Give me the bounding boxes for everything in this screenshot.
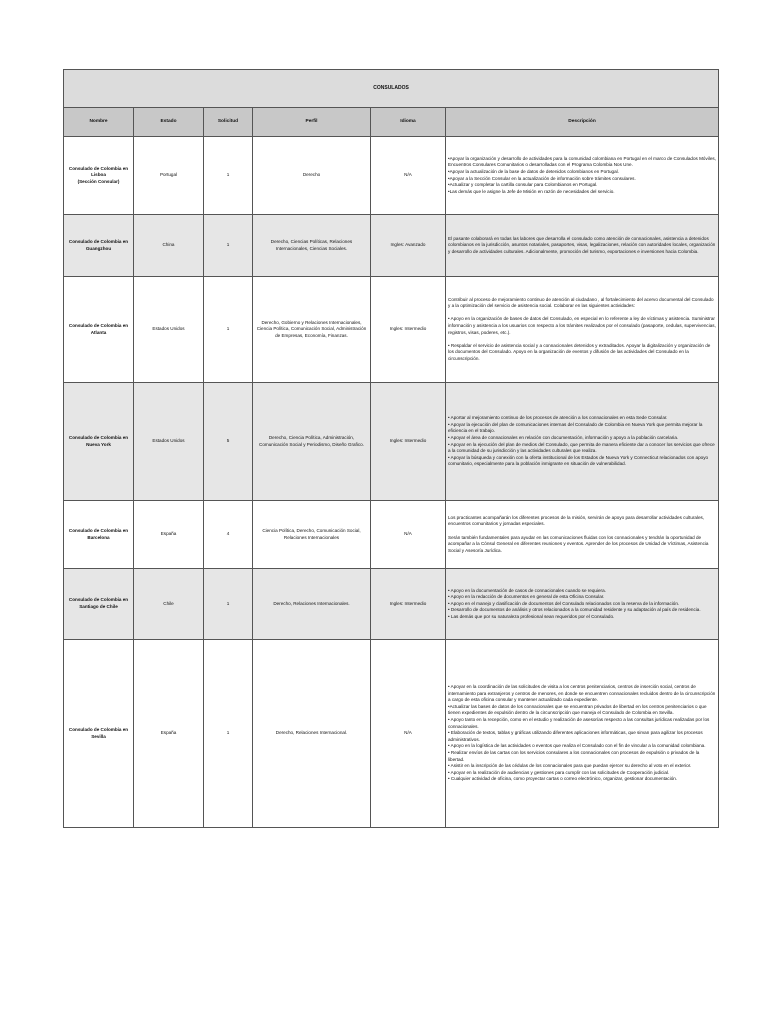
descripcion-text: Los practicantes acompañarán los diferentes procesos de la misión, servirán de apoyo para desarrollar actividades culturales, encuentros comunitarios y jornadas especiales. Serán también fundamentales para ayudar en las comunicaciones fluidas con los connacionales y tendrán la oportunidad de acompañar a la Cónsul General en diferentes reuniones y eventos. Aprender de los procesos de Unidad de Víctimas, Asistencia Social y Asesoría Jurídica. xyxy=(448,514,709,553)
table-row xyxy=(64,569,719,640)
descripcion-text: Contribuir al proceso de mejoramiento continuo de atención al ciudadano , al fortalecimiento del acervo documental del Consulado y a la optimización del servicio de asistencia social. Colaborar en las siguientes actividades: • Apoyo en la organización de bases de datos del Consulado, en especial en lo referente a ley de víctimas y asistencia. Suministrar información y asistencia a los usuarios con respecto a los trámites realizados por el consulado (pasaporte, cedulas, supervivencias, registros, visas, poderes, etc.). • Respaldar el servicio de asistencia social y a connacionales detenidos y extraditados. Apoyar la digitalización y organización de los documentos del Consulado. Apoyo en la organización de eventos y difusión de las actividades del Consulado en la circunscripción. xyxy=(448,296,716,361)
cell-nombre: Consulado de Colombia en Guangzhou xyxy=(64,215,134,277)
cell-nombre: Consulado de Colombia en Nueva York xyxy=(64,383,134,501)
cell-nombre: Consulado de Colombia en Santiago de Chile xyxy=(64,569,134,640)
table-row xyxy=(64,215,719,277)
table-row xyxy=(64,137,719,215)
cell-idioma: Ingles: Intermedio xyxy=(371,277,446,383)
cell-idioma: Ingles: Avanzado xyxy=(371,215,446,277)
cell-nombre: Consulado de Colombia en Lisboa (Sección Consular) xyxy=(64,137,134,215)
header-solicitud: Solicitud xyxy=(204,108,253,137)
descripcion-text: • Apoyo en la documentación de casos de connacionales cuando se requiera. • Apoyo en la redacción de documentos en general de esta Oficina Consular. • Apoyo en el manejo y clasificación de documentos del Consulado relacionados con la reserva de la información. • Desarrollo de documentos de análisis y otros relacionados a la comunidad residente y su adaptación al país de residencia. • Las demás que por su naturaleza profesional sean requeridos por el Consulado. xyxy=(448,587,701,619)
cell-perfil: Derecho, Relaciones Internacionales. xyxy=(253,569,371,640)
cell-descripcion xyxy=(446,215,719,277)
cell-idioma: N/A xyxy=(371,137,446,215)
table-title: CONSULADOS xyxy=(64,70,719,108)
cell-idioma: N/A xyxy=(371,501,446,569)
cell-solicitud: 1 xyxy=(204,569,253,640)
cell-estado: Chile xyxy=(134,569,204,640)
cell-estado: Portugal xyxy=(134,137,204,215)
table-row xyxy=(64,383,719,501)
descripcion-text: •Apoyar la organización y desarrollo de actividades para la comunidad colombiana en Portugal en el marco de Consulados Móviles, Encuentros Consulares Comunitarios o desarrolladas con el Programa Colombia Nos Une. •Apoyar la actualización de la base de datos de detenidos colombianos en Portugal. •Apoyar a la Sección Consular en la actualización de información sobre trámites consulares. •Actualizar y completar la cartilla consular para Colombianos en Portugal. •Las demás que le asigne la Jefe de Misión en razón de necesidades del servicio. xyxy=(448,155,716,194)
cell-idioma: N/A xyxy=(371,640,446,828)
table-row xyxy=(64,277,719,383)
table-row xyxy=(64,501,719,569)
cell-nombre: Consulado de Colombia en Atlanta xyxy=(64,277,134,383)
cell-nombre: Consulado de Colombia en Barcelona xyxy=(64,501,134,569)
cell-descripcion xyxy=(446,137,719,215)
cell-perfil: Derecho, Ciencia Política, Administración, Comunicación Social y Periodismo, Diseño Grafico. xyxy=(253,383,371,501)
cell-descripcion xyxy=(446,383,719,501)
header-estado: Estado xyxy=(134,108,204,137)
header-perfil: Perfil xyxy=(253,108,371,137)
cell-solicitud: 1 xyxy=(204,277,253,383)
header-nombre: Nombre xyxy=(64,108,134,137)
cell-nombre: Consulado de Colombia en Sevilla xyxy=(64,640,134,828)
descripcion-text: • Apoyar en la coordinación de las solicitudes de visita a los centros penitenciarios, centros de inserción social, centros de internamiento para extranjeros y centros de menores, en donde se encuentren connacionales recluidos dentro de la circunscripción a cargo de esta oficina consular y mantener actualizado cada expediente. •Actualizar las bases de datos de los connacionales que se encuentran privados de libertad en los centros penitenciarios o que tienen expedientes de expulsión dentro de la circunscripción que maneja el Consulado de Colombia en Sevilla. • Apoyo tanto en la recepción, como en el estudio y realización de asesorías respecto a las consultas jurídicas realizadas por los connacionales. • Elaboración de textos, tablas y gráficas utilizando diferentes aplicaciones informáticas, que sirvan para agilizar los procesos administrativos. • Apoyo en la logística de las actividades o eventos que realiza el Consulado con el fin de vincular a la comunidad colombiana. • Realizar envíos de las cartas con los servicios consulares a los connacionales con procesos de expulsión o privados de la libertad. • Asistir en la inscripción de las cédulas de los connacionales para que puedan ejercer su derecho al voto en el exterior. • Apoyar en la realización de audiencias y gestiones para cumplir con las solicitudes de Cooperación judicial. • Cualquier actividad de oficina, como proyectar cartas o correo electrónico, organizar, gestionar documentación. xyxy=(448,684,716,782)
cell-estado: España xyxy=(134,640,204,828)
title-row xyxy=(64,70,719,108)
cell-estado: España xyxy=(134,501,204,569)
cell-estado: Estados Unidos xyxy=(134,277,204,383)
header-descripcion: Descripción xyxy=(446,108,719,137)
cell-perfil: Derecho, Ciencias Políticas, Relaciones Internacionales, Ciencias Sociales. xyxy=(253,215,371,277)
cell-perfil: Ciencia Política, Derecho, Comunicación Social, Relaciones Internacionales xyxy=(253,501,371,569)
descripcion-text: • Aportar al mejoramiento continuo de los procesos de atención a los connacionales en esta Sede Consular. • Apoyar la ejecución del plan de comunicaciones internas del Consulado de Colombia en Nueva York que permita mejorar la eficiencia en el trabajo. • Apoyar el área de connacionales en relación con documentación, información y apoyo a la población carcelaria. • Apoyar en la ejecución del plan de medios del Consulado, que permita de manera eficiente dar a conocer los servicios que ofrece a la comunidad de su jurisdicción y las actividades culturales que realiza. • Apoyar la búsqueda y conexión con la oferta institucional de los Estados de Nueva York y Connecticut relacionados con apoyo comunitario, especialmente para la población inmigrante en situación de vulnerabilidad. xyxy=(448,415,715,467)
cell-descripcion xyxy=(446,277,719,383)
cell-solicitud: 5 xyxy=(204,383,253,501)
consulados-table xyxy=(63,69,719,828)
cell-descripcion xyxy=(446,501,719,569)
cell-descripcion xyxy=(446,569,719,640)
cell-idioma: Ingles: Intermedio xyxy=(371,383,446,501)
descripcion-text: El pasante colaborará en todas las labores que desarrolla el consulado como atención de connacionales, asistencia a detenidos colombianos en la jurisdicción, asuntos notariales, pasaportes, visas, legalizaciones, relación con autoridades locales, organización y desarrollo de actividades culturales. Adicionalmente, promoción del turismo, exportaciones e inversiones hacia Colombia. xyxy=(448,235,716,254)
cell-descripcion xyxy=(446,640,719,828)
cell-estado: China xyxy=(134,215,204,277)
cell-solicitud: 1 xyxy=(204,137,253,215)
cell-estado: Estados Unidos xyxy=(134,383,204,501)
cell-perfil: Derecho xyxy=(253,137,371,215)
table-row xyxy=(64,640,719,828)
cell-idioma: Ingles: Intermedio xyxy=(371,569,446,640)
cell-solicitud: 1 xyxy=(204,215,253,277)
cell-solicitud: 1 xyxy=(204,640,253,828)
header-row xyxy=(64,108,719,137)
cell-solicitud: 4 xyxy=(204,501,253,569)
cell-perfil: Derecho, Gobierno y Relaciones Internacionales, Ciencia Política, Comunicación Social, Administración de Empresas, Economía, Finanzas. xyxy=(253,277,371,383)
header-idioma: Idioma xyxy=(371,108,446,137)
cell-perfil: Derecho, Relaciones Internacional. xyxy=(253,640,371,828)
